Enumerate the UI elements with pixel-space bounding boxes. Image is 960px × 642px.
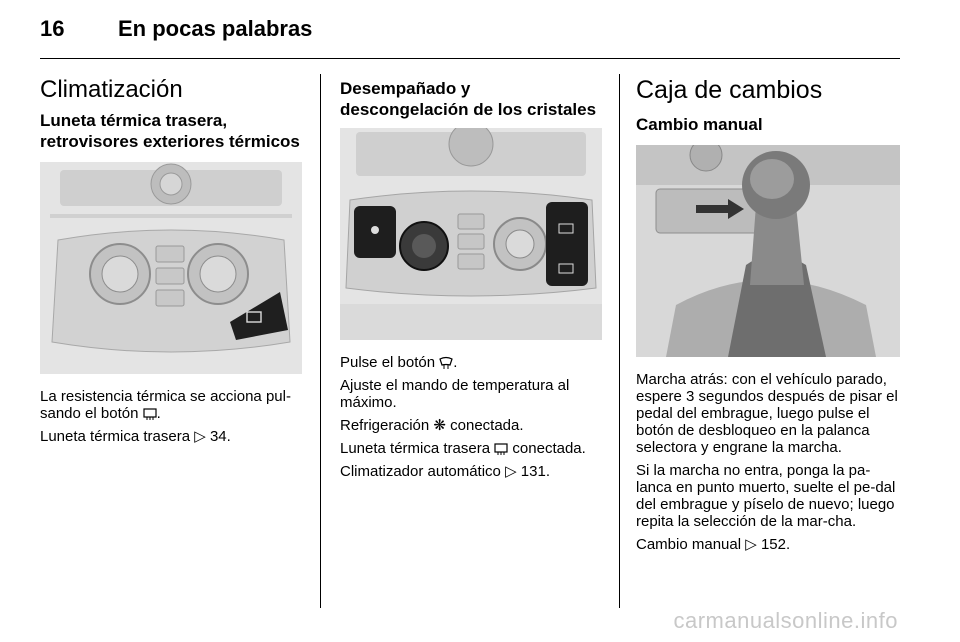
- rear-window-heater-icon: [143, 407, 157, 420]
- body-paragraph: Cambio manual ▷ 152.: [636, 536, 791, 553]
- column-desempanado: [340, 76, 602, 486]
- body-paragraph: Luneta térmica trasera conectada.: [340, 440, 586, 457]
- page-reference[interactable]: 131.: [520, 463, 550, 480]
- watermark: carmanualsonline.info: [673, 608, 898, 633]
- page-header: [40, 14, 900, 54]
- page-reference-arrow-icon: ▷: [505, 463, 517, 480]
- column-climatizacion: [40, 76, 302, 451]
- demist-controls-photo: [340, 128, 602, 340]
- body-paragraph: Si la marcha no entra, ponga la pa-lanca en punto muerto, suelte el pe-dal del embrague y píselo de nuevo; luego repita la selección de la mar-cha.: [636, 462, 896, 530]
- body-paragraph: Ajuste el mando de temperatura al máximo.: [340, 377, 570, 411]
- subsection-title: Desempañado y descongelación de los cristales: [340, 79, 597, 119]
- windscreen-defrost-icon: [439, 356, 453, 369]
- body-paragraph: Climatizador automático ▷ 131.: [340, 463, 550, 480]
- body-paragraph: La resistencia térmica se acciona pul-sando el botón .: [40, 388, 291, 422]
- page-reference[interactable]: 152.: [760, 536, 791, 553]
- gear-lever-photo: [636, 145, 900, 357]
- column-caja-de-cambios: [636, 76, 902, 559]
- body-paragraph: Luneta térmica trasera ▷ 34.: [40, 428, 231, 445]
- body-paragraph: Marcha atrás: con el vehículo parado, espere 3 segundos después de pisar el pedal del embrague, luego pulse el botón de desbloqueo en la palanca selectora y engrane la marcha.: [636, 371, 898, 456]
- column-divider: [619, 74, 620, 608]
- body-paragraph: Refrigeración ❋ conectada.: [340, 417, 524, 434]
- section-title: Caja de cambios: [636, 76, 823, 104]
- page-number: 16: [40, 16, 65, 41]
- subsection-title: Cambio manual: [636, 115, 763, 134]
- column-divider: [320, 74, 321, 608]
- body-paragraph: Pulse el botón .: [340, 354, 458, 371]
- page-reference-arrow-icon: ▷: [745, 536, 757, 553]
- rear-window-heater-controls-photo: [40, 162, 302, 374]
- header-rule: [40, 58, 900, 59]
- running-title: En pocas palabras: [118, 16, 313, 41]
- page-reference-arrow-icon: ▷: [194, 428, 206, 445]
- snowflake-icon: ❋: [433, 417, 446, 434]
- subsection-title: Luneta térmica trasera, retrovisores exteriores térmicos: [40, 111, 300, 151]
- rear-window-heater-icon: [494, 442, 508, 455]
- section-title: Climatización: [40, 76, 183, 103]
- page-reference[interactable]: 34.: [209, 428, 231, 445]
